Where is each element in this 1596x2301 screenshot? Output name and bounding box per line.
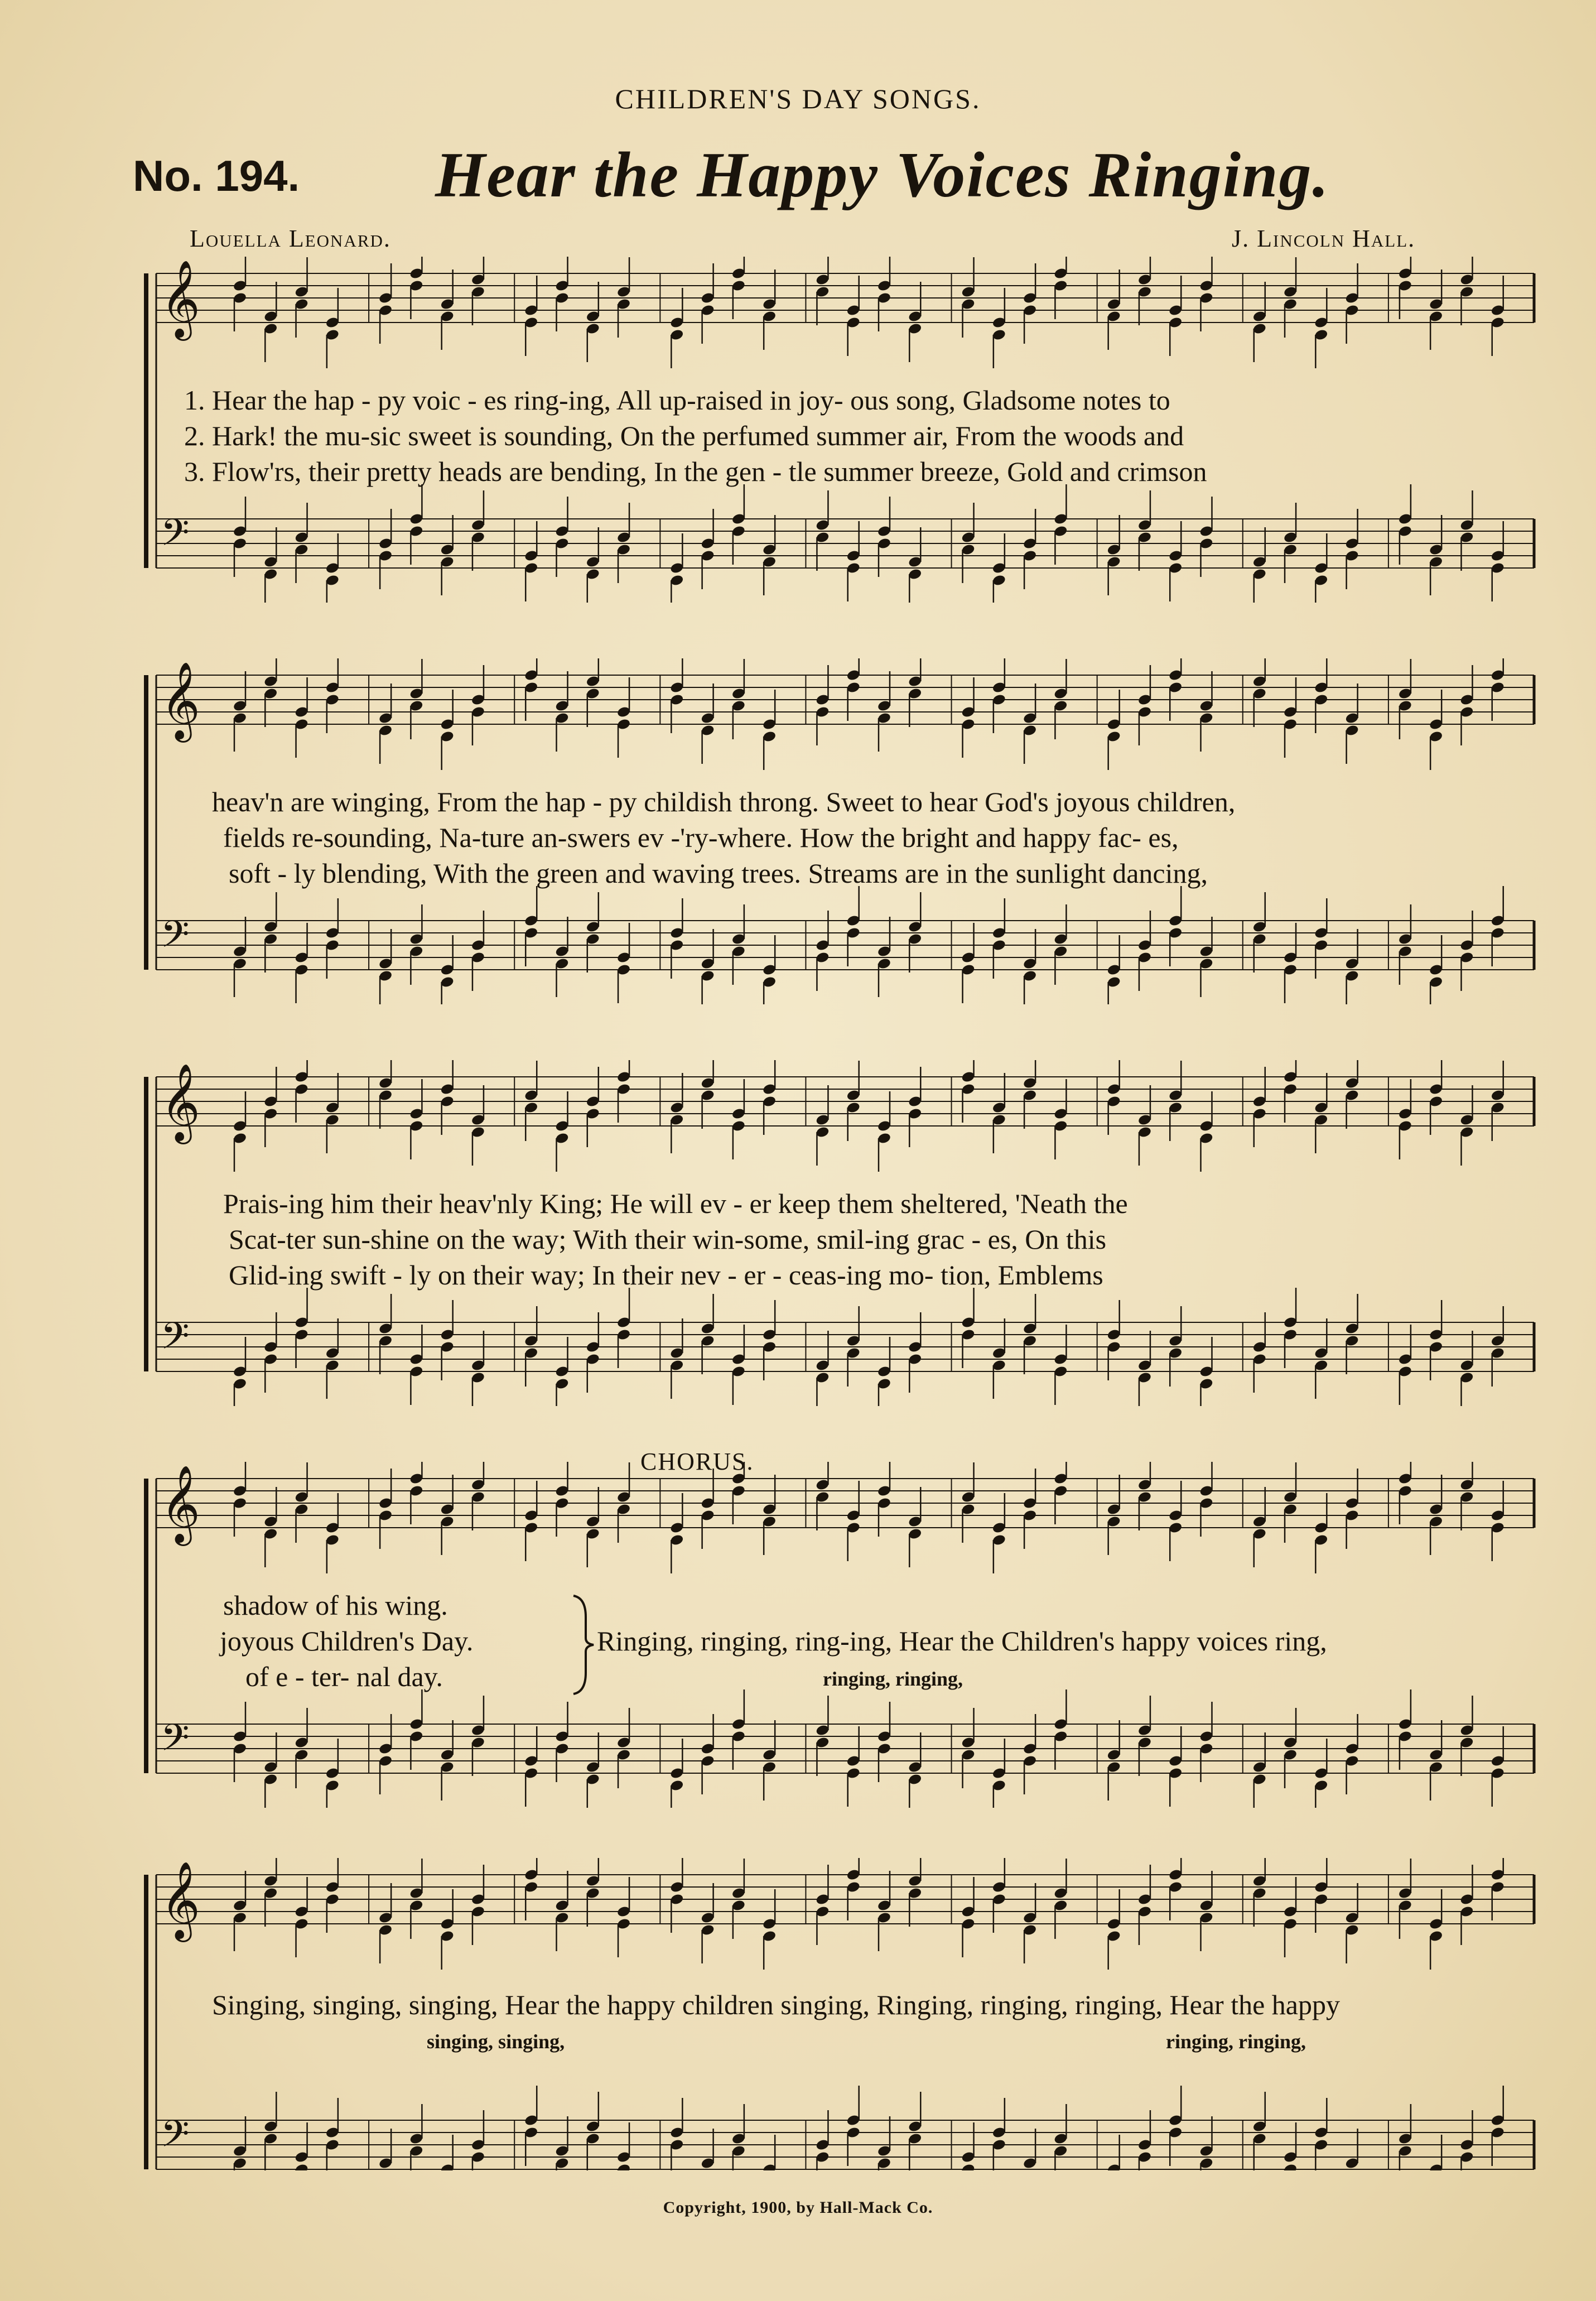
chorus-label: CHORUS. — [640, 1448, 754, 1475]
svg-text:𝄞: 𝄞 — [161, 662, 200, 739]
music-system-4 — [139, 1462, 1540, 1808]
alto-cue: singing, singing, — [427, 2030, 565, 2053]
svg-text:𝄞: 𝄞 — [161, 1861, 200, 1939]
svg-text:𝄞: 𝄞 — [161, 1063, 200, 1141]
chorus-lyric-line: Ringing, ringing, ring-ing, Hear the Children's happy voices ring, — [597, 1625, 1327, 1657]
svg-text:𝄢: 𝄢 — [161, 913, 190, 965]
svg-text:𝄢: 𝄢 — [161, 2112, 190, 2164]
lyricist-credit: Louella Leonard. — [190, 225, 391, 252]
verse-line: Glid-ing swift - ly on their way; In their nev - er - ceas-ing mo- tion, Emblems — [229, 1259, 1103, 1291]
svg-text:𝄞: 𝄞 — [161, 260, 200, 338]
svg-text:𝄢: 𝄢 — [161, 511, 190, 563]
music-system-3 — [139, 1060, 1540, 1406]
verse-line: Scat-ter sun-shine on the way; With their win-some, smil-ing grac - es, On this — [229, 1224, 1107, 1255]
verse-line: joyous Children's Day. — [220, 1625, 474, 1657]
verse-line: of e - ter- nal day. — [245, 1661, 443, 1692]
verse-line: heav'n are winging, From the hap - py childish throng. Sweet to hear God's joyous children, — [212, 786, 1236, 817]
verse-line: shadow of his wing. — [223, 1590, 448, 1621]
music-system-5 — [139, 1858, 1540, 2170]
alto-cue: ringing, ringing, — [1166, 2030, 1306, 2053]
verse-line: 1. Hear the hap - py voic - es ring-ing, All up-raised in joy- ous song, Gladsome notes to — [184, 384, 1170, 416]
running-head: CHILDREN'S DAY SONGS. — [615, 83, 981, 114]
verse-line: 2. Hark! the mu-sic sweet is sounding, On the perfumed summer air, From the woods and — [184, 420, 1184, 451]
verse-line: fields re-sounding, Na-ture an-swers ev -'ry-where. How the bright and happy fac- es, — [223, 822, 1179, 853]
music-system-2 — [139, 658, 1540, 1004]
hymn-title: Hear the Happy Voices Ringing. — [435, 139, 1330, 211]
verse-line: 3. Flow'rs, their pretty heads are bending, In the gen - tle summer breeze, Gold and crimson — [184, 456, 1207, 487]
verse-line: soft - ly blending, With the green and waving trees. Streams are in the sunlight dancing, — [229, 858, 1208, 889]
verse-line: Prais-ing him their heav'nly King; He will ev - er keep them sheltered, 'Neath the — [223, 1188, 1128, 1219]
verse-brace — [569, 1595, 597, 1695]
music-system-1 — [139, 257, 1540, 603]
svg-text:𝄢: 𝄢 — [161, 1315, 190, 1366]
svg-text:𝄞: 𝄞 — [161, 1465, 200, 1543]
composer-credit: J. Lincoln Hall. — [1232, 225, 1416, 252]
verse-line: Singing, singing, singing, Hear the happy children singing, Ringing, ringing, ringing, Hear the happy — [212, 1989, 1340, 2020]
copyright-notice: Copyright, 1900, by Hall-Mack Co. — [663, 2198, 933, 2217]
hymn-number: No. 194. — [133, 151, 300, 200]
svg-text:𝄢: 𝄢 — [161, 1716, 190, 1768]
alto-cue: ringing, ringing, — [823, 1668, 963, 1690]
